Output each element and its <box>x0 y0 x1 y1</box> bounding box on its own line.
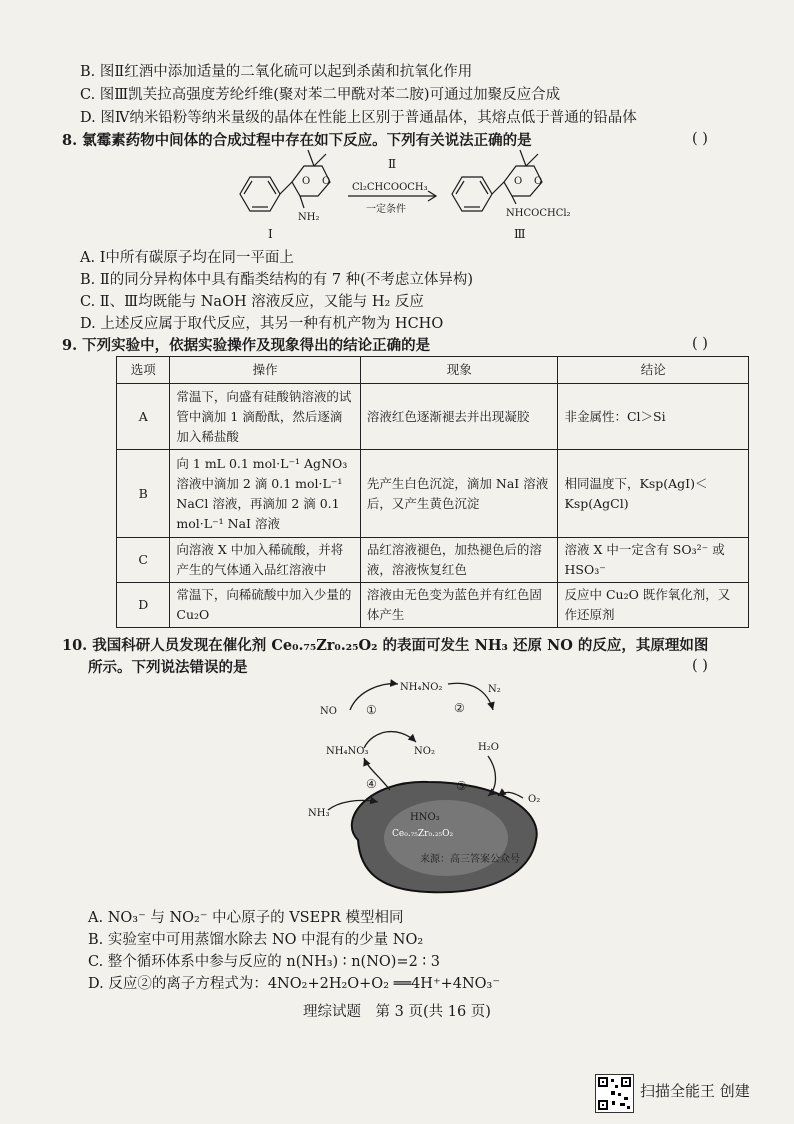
row-phenomenon: 品红溶液褪色，加热褪色后的溶液，溶液恢复红色 <box>360 538 558 583</box>
species-nh3: NH₃ <box>308 808 330 819</box>
row-phenomenon: 先产生白色沉淀，滴加 NaI 溶液后，又产生黄色沉淀 <box>360 450 558 538</box>
step-1-label: ① <box>366 703 377 717</box>
table-header-row <box>117 357 749 384</box>
row-conclusion: 反应中 Cu₂O 既作氧化剂，又作还原剂 <box>558 583 749 628</box>
question-9-answer-paren: ( ) <box>692 336 708 352</box>
question-10-option-d: D. 反应②的离子方程式为：4NO₂+2H₂O+O₂ ══4H⁺+4NO₃⁻ <box>88 976 501 992</box>
row-option: C <box>117 538 170 583</box>
row-option: B <box>117 450 170 538</box>
question-9-stem: 9. 下列实验中，依据实验操作及现象得出的结论正确的是 <box>62 337 431 354</box>
question-10-option-a: A. NO₃⁻ 与 NO₂⁻ 中心原子的 VSEPR 模型相同 <box>88 910 404 926</box>
amine-group-I: NH₂ <box>298 212 320 223</box>
row-phenomenon: 溶液红色逐渐褪去并出现凝胶 <box>360 384 558 450</box>
header-conclusion: 结论 <box>558 357 749 384</box>
question-8-stem: 8. 氯霉素药物中间体的合成过程中存在如下反应。下列有关说法正确的是 <box>62 132 532 149</box>
species-nh4no2: NH₄NO₂ <box>400 682 443 693</box>
row-operation: 向溶液 X 中加入稀硫酸，并将产生的气体通入品红溶液中 <box>170 538 361 583</box>
option-d-previous: D. 图Ⅳ纳米铅粉等纳米量级的晶体在性能上区别于普通晶体，其熔点低于普通的铅晶体 <box>80 110 637 126</box>
option-c-previous: C. 图Ⅲ凯芙拉高强度芳纶纤维(聚对苯二甲酰对苯二胺)可通过加聚反应合成 <box>80 87 561 103</box>
species-no: NO <box>320 706 337 717</box>
species-h2o: H₂O <box>478 742 499 753</box>
reagent-label: Cl₂CHCOOCH₃ <box>352 182 428 193</box>
question-8-answer-paren: ( ) <box>692 131 708 147</box>
svg-text:O: O <box>322 176 331 187</box>
compound-label-III: Ⅲ <box>514 227 526 241</box>
svg-text:O: O <box>534 176 543 187</box>
question-8-option-c: C. Ⅱ、Ⅲ均既能与 NaOH 溶液反应，又能与 H₂ 反应 <box>80 294 424 310</box>
row-conclusion: 相同温度下，Ksp(AgI)＜ Ksp(AgCl) <box>558 450 749 538</box>
question-8-option-d: D. 上述反应属于取代反应，其另一种有机产物为 HCHO <box>80 316 444 332</box>
question-8-option-a: A. Ⅰ中所有碳原子均在同一平面上 <box>80 250 294 266</box>
condition-label: 一定条件 <box>366 204 406 215</box>
row-operation: 常温下，向盛有硅酸钠溶液的试管中滴加 1 滴酚酞，然后逐滴加入稀盐酸 <box>170 384 361 450</box>
compound-label-II: Ⅱ <box>388 157 397 171</box>
species-n2: N₂ <box>488 684 501 695</box>
question-10-stem: 10. 我国科研人员发现在催化剂 Ce₀.₇₅Zr₀.₂₅O₂ 的表面可发生 NH₃ 还原 NO 的反应，其原理如图 <box>62 637 709 654</box>
question-10-stem-cont: 所示。下列说法错误的是 <box>88 659 248 676</box>
page-footer: 理综试题 第 3 页(共 16 页) <box>303 1004 491 1020</box>
amide-group-III: NHCOCHCl₂ <box>506 208 571 219</box>
qr-code-icon <box>595 1074 634 1113</box>
svg-text:O: O <box>302 176 311 187</box>
step-3-label: ③ <box>456 779 467 793</box>
species-nh4no3: NH₄NO₃ <box>326 746 369 757</box>
question-8-option-b: B. Ⅱ的同分异构体中具有酯类结构的有 7 种(不考虑立体异构) <box>80 272 473 288</box>
row-option: D <box>117 583 170 628</box>
row-operation: 向 1 mL 0.1 mol·L⁻¹ AgNO₃ 溶液中滴加 2 滴 0.1 mol·L⁻¹ NaCl 溶液，再滴加 2 滴 0.1 mol·L⁻¹ NaI 溶液 <box>170 450 361 538</box>
compound-label-I: Ⅰ <box>268 227 273 241</box>
species-hno3: HNO₃ <box>410 812 440 823</box>
scanner-watermark: 扫描全能王 创建 <box>640 1082 750 1100</box>
question-10-answer-paren: ( ) <box>692 658 708 674</box>
benzene-ring-I <box>240 177 280 211</box>
row-operation: 常温下，向稀硫酸中加入少量的 Cu₂O <box>170 583 361 628</box>
header-phenomenon: 现象 <box>360 357 558 384</box>
catalytic-cycle-diagram <box>298 670 568 910</box>
header-option: 选项 <box>117 357 170 384</box>
table-row <box>117 384 749 450</box>
question-10-option-c: C. 整个循环体系中参与反应的 n(NH₃) ∶ n(NO)=2 ∶ 3 <box>88 954 441 970</box>
table-row <box>117 583 749 628</box>
row-conclusion: 非金属性：Cl＞Si <box>558 384 749 450</box>
catalyst-label: Ce₀.₇₅Zr₀.₂₅O₂ <box>392 829 454 839</box>
benzene-ring-III <box>452 177 492 211</box>
row-phenomenon: 溶液由无色变为蓝色并有红色固体产生 <box>360 583 558 628</box>
experiment-table <box>116 356 749 628</box>
table-row <box>117 450 749 538</box>
reaction-scheme <box>230 146 650 242</box>
header-operation: 操作 <box>170 357 361 384</box>
watermark-text: 来源：高三答案公众号 <box>420 854 520 865</box>
question-10-option-b: B. 实验室中可用蒸馏水除去 NO 中混有的少量 NO₂ <box>88 932 424 948</box>
row-option: A <box>117 384 170 450</box>
species-no2: NO₂ <box>414 746 435 757</box>
step-4-label: ④ <box>366 777 377 791</box>
species-o2: O₂ <box>528 794 541 805</box>
table-row <box>117 538 749 583</box>
svg-text:O: O <box>514 176 523 187</box>
step-2-label: ② <box>454 701 465 715</box>
option-b-previous: B. 图Ⅱ红酒中添加适量的二氧化硫可以起到杀菌和抗氧化作用 <box>80 64 473 80</box>
row-conclusion: 溶液 X 中一定含有 SO₃²⁻ 或 HSO₃⁻ <box>558 538 749 583</box>
